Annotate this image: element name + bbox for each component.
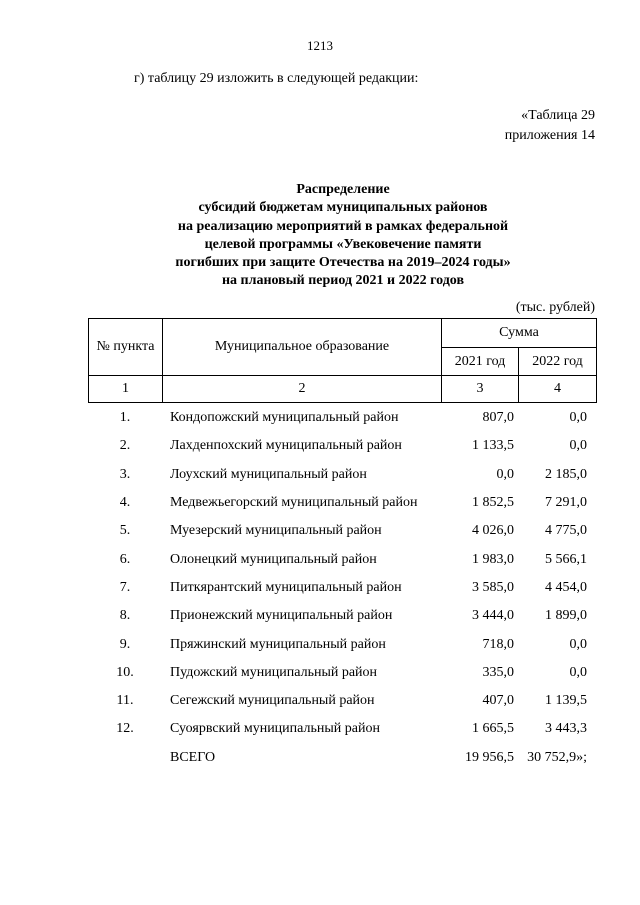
row-number: 3. xyxy=(119,466,131,482)
table-row xyxy=(88,489,596,517)
row-number: 6. xyxy=(119,551,131,567)
value-2022: 4 454,0 xyxy=(545,579,587,595)
value-2022: 3 443,3 xyxy=(545,721,587,737)
header-name: Муниципальное образование xyxy=(163,319,442,376)
header-year-2021: 2021 год xyxy=(442,348,519,376)
municipality-name: Кондопожский муниципальный район xyxy=(170,410,399,426)
header-num: № пункта xyxy=(89,319,163,376)
table-row xyxy=(88,687,596,715)
municipality-name: Олонецкий муниципальный район xyxy=(170,551,377,567)
municipality-name: Пудожский муниципальный район xyxy=(170,664,378,680)
value-2021: 1 133,5 xyxy=(472,438,514,454)
row-number: 12. xyxy=(116,721,134,737)
title-line: на реализацию мероприятий в рамках федеральной xyxy=(177,218,509,234)
municipality-name: Муезерский муниципальный район xyxy=(170,523,382,539)
header-year-2022: 2022 год xyxy=(519,348,597,376)
total-row xyxy=(88,744,596,772)
header-sum: Сумма xyxy=(442,319,597,348)
appendix-reference: приложения 14 xyxy=(504,128,595,143)
row-number: 2. xyxy=(119,438,131,454)
municipality-name: Пряжинский муниципальный район xyxy=(170,636,386,652)
row-number: 10. xyxy=(116,664,134,680)
row-number: 5. xyxy=(119,523,131,539)
table-row xyxy=(88,630,596,658)
municipality-name: Лахденпохский муниципальный район xyxy=(170,438,402,454)
title-line: погибших при защите Отечества на 2019–2024 годы» xyxy=(175,255,511,271)
value-2022: 2 185,0 xyxy=(545,466,587,482)
municipality-name: Суоярвский муниципальный район xyxy=(170,721,380,737)
value-2022: 0,0 xyxy=(569,664,587,680)
municipality-name: Прионежский муниципальный район xyxy=(170,608,393,624)
table-header xyxy=(88,318,597,403)
value-2022: 1 139,5 xyxy=(545,693,587,709)
table-row xyxy=(88,574,596,602)
table-reference: «Таблица 29 xyxy=(521,108,595,123)
table-row xyxy=(88,461,596,489)
table-row xyxy=(88,517,596,545)
units-label: (тыс. рублей) xyxy=(515,300,595,315)
value-2022: 4 775,0 xyxy=(545,523,587,539)
municipality-name: Медвежьегорский муниципальный район xyxy=(170,495,418,511)
table-row xyxy=(88,545,596,573)
title-line: субсидий бюджетам муниципальных районов xyxy=(198,200,488,216)
document-title xyxy=(0,181,640,291)
row-number: 11. xyxy=(116,693,134,709)
value-2022: 0,0 xyxy=(569,438,587,454)
value-2022: 1 899,0 xyxy=(545,608,587,624)
row-number: 7. xyxy=(119,579,131,595)
title-line: целевой программы «Увековечение памяти xyxy=(204,236,482,252)
table-row xyxy=(88,715,596,743)
value-2022: 7 291,0 xyxy=(545,495,587,511)
page-number: 1213 xyxy=(307,38,333,53)
instruction-text: г) таблицу 29 изложить в следующей редакции: xyxy=(134,71,419,86)
value-2021: 19 956,5 xyxy=(465,749,514,765)
value-2021: 718,0 xyxy=(482,636,514,652)
value-2022: 0,0 xyxy=(569,410,587,426)
table-row xyxy=(88,432,596,460)
municipality-name: Сегежский муниципальный район xyxy=(170,693,375,709)
column-number: 2 xyxy=(163,376,442,403)
row-number: 1. xyxy=(119,410,131,426)
title-line: на плановый период 2021 и 2022 годов xyxy=(221,273,465,289)
row-number xyxy=(88,744,162,772)
column-number: 3 xyxy=(442,376,519,403)
value-2021: 3 444,0 xyxy=(472,608,514,624)
column-number: 1 xyxy=(89,376,163,403)
table-row xyxy=(88,659,596,687)
municipality-name: ВСЕГО xyxy=(170,749,216,765)
row-number: 9. xyxy=(119,636,131,652)
table-row xyxy=(88,404,596,432)
value-2021: 1 983,0 xyxy=(472,551,514,567)
table-row xyxy=(88,602,596,630)
value-2022: 30 752,9»; xyxy=(527,749,587,765)
value-2021: 1 665,5 xyxy=(472,721,514,737)
value-2021: 3 585,0 xyxy=(472,579,514,595)
row-number: 8. xyxy=(119,608,131,624)
value-2021: 0,0 xyxy=(496,466,514,482)
value-2021: 4 026,0 xyxy=(472,523,514,539)
value-2021: 335,0 xyxy=(482,664,514,680)
title-line: Распределение xyxy=(296,182,390,197)
value-2022: 0,0 xyxy=(569,636,587,652)
row-number: 4. xyxy=(119,495,131,511)
value-2021: 1 852,5 xyxy=(472,495,514,511)
municipality-name: Лоухский муниципальный район xyxy=(170,466,367,482)
value-2021: 807,0 xyxy=(482,410,514,426)
column-number: 4 xyxy=(519,376,597,403)
municipality-name: Питкярантский муниципальный район xyxy=(170,579,402,595)
value-2022: 5 566,1 xyxy=(545,551,587,567)
data-table xyxy=(88,404,596,772)
value-2021: 407,0 xyxy=(482,693,514,709)
